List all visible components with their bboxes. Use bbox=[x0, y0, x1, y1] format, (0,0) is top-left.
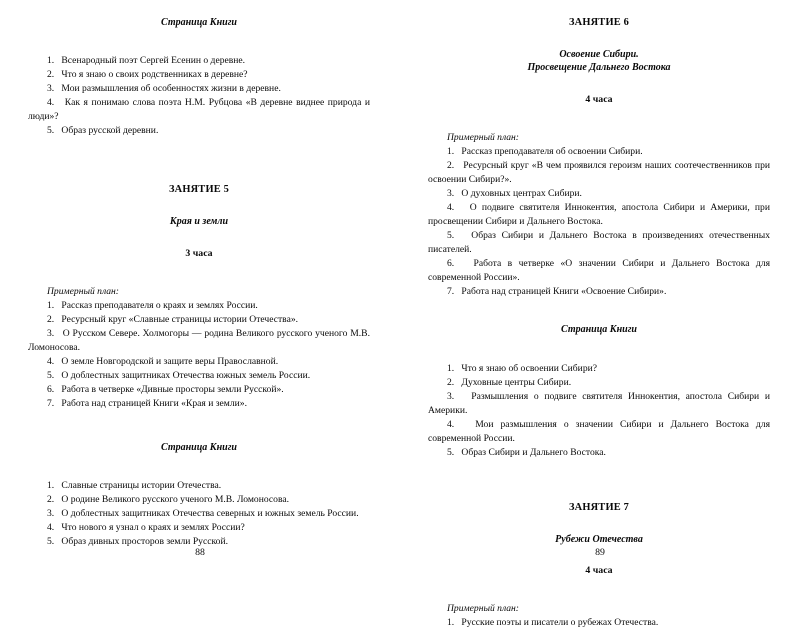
list-item-number: 7. bbox=[447, 286, 459, 298]
list-item-text: Образ русской деревни. bbox=[61, 125, 159, 137]
list-item-text: Работа в четверке «Дивные просторы земли Русской». bbox=[61, 384, 284, 396]
list-item-text: Образ Сибири и Дальнего Востока в произведениях отечественных писателей. bbox=[428, 230, 770, 256]
page-number-right: 89 bbox=[595, 547, 605, 558]
list-item-number: 4. bbox=[47, 97, 62, 109]
list-item-text: Работа над страницей Книги «Края и земли». bbox=[61, 398, 247, 410]
list-item-number: 5. bbox=[447, 446, 459, 458]
lesson-7-plan-list bbox=[428, 616, 770, 630]
list-item bbox=[28, 369, 370, 383]
list-item bbox=[28, 68, 370, 82]
spacer bbox=[428, 338, 770, 362]
list-item-number: 1. bbox=[47, 480, 59, 492]
list-item bbox=[28, 493, 370, 507]
page-right bbox=[400, 0, 800, 629]
spacer bbox=[428, 460, 770, 491]
lesson-topic-6-line-1: Освоение Сибири. bbox=[559, 49, 639, 61]
lesson-hours-6: 4 часа bbox=[585, 93, 613, 105]
list-item bbox=[28, 96, 370, 124]
list-item bbox=[428, 257, 770, 285]
list-item-number: 3. bbox=[447, 188, 459, 200]
page-left bbox=[0, 0, 400, 566]
list-item-number: 3. bbox=[447, 390, 466, 402]
list-item-text: Ресурсный круг «Славные страницы истории Отечества». bbox=[61, 313, 299, 325]
lesson-topic-5: Края и земли bbox=[169, 216, 229, 228]
list-item-text: Мои размышления об особенностях жизни в деревне. bbox=[61, 83, 281, 95]
list-item bbox=[428, 229, 770, 257]
list-item-text: Что я знаю об освоении Сибири? bbox=[461, 362, 598, 374]
list-item-number: 1. bbox=[447, 362, 459, 374]
list-item bbox=[28, 507, 370, 521]
list-item-text: Духовные центры Сибири. bbox=[461, 376, 572, 388]
spacer bbox=[428, 491, 770, 501]
list-item-text: Как я понимаю слова поэта Н.М. Рубцова «В деревне виднее природа и люди»? bbox=[28, 97, 370, 123]
list-item-text: Всенародный поэт Сергей Есенин о деревне. bbox=[61, 55, 246, 67]
list-item-text: Мои размышления о значении Сибири и Дальнего Востока для современной России. bbox=[428, 418, 770, 444]
spacer bbox=[28, 138, 370, 169]
list-item-text: Образ дивных просторов земли Русской. bbox=[61, 536, 228, 548]
list-item bbox=[28, 327, 370, 355]
list-item-number: 2. bbox=[447, 160, 461, 171]
list-item bbox=[28, 355, 370, 369]
list-item-number: 7. bbox=[47, 398, 59, 410]
lesson-5-plan-list bbox=[28, 299, 370, 411]
lesson-heading-7: ЗАНЯТИЕ 7 bbox=[568, 501, 630, 513]
list-item-number: 2. bbox=[47, 69, 59, 81]
list-item bbox=[428, 285, 770, 299]
list-item bbox=[428, 616, 770, 630]
lesson-6-plan-list bbox=[428, 145, 770, 300]
list-item-number: 4. bbox=[47, 356, 59, 368]
spacer bbox=[28, 411, 370, 435]
list-item-text: Размышления о подвиге святителя Иннокентия, апостола Сибири и Америки. bbox=[428, 390, 770, 416]
list-item-text: Образ Сибири и Дальнего Востока. bbox=[461, 446, 606, 458]
list-item-text: О земле Новгородской и защите веры Православной. bbox=[61, 356, 279, 368]
list-item-text: О доблестных защитниках Отечества южных земель России. bbox=[61, 370, 311, 382]
page-right-body bbox=[428, 16, 770, 630]
section-heading-book-page-2: Страница Книги bbox=[161, 442, 237, 454]
list-item bbox=[28, 479, 370, 493]
list-item-text: Работа в четверке «О значении Сибири и Дальнего Востока для современной России». bbox=[428, 258, 770, 284]
section-heading-book-page: Страница Книги bbox=[161, 17, 237, 28]
list-item-number: 5. bbox=[47, 536, 59, 548]
lesson-hours-5: 3 часа bbox=[185, 247, 213, 259]
list-item bbox=[428, 145, 770, 159]
list-item-number: 6. bbox=[47, 384, 59, 396]
list-item-number: 4. bbox=[47, 522, 59, 534]
list-item bbox=[28, 82, 370, 96]
plan-label-7: Примерный план: bbox=[447, 603, 520, 615]
list-item bbox=[28, 397, 370, 411]
plan-label-6: Примерный план: bbox=[447, 131, 520, 143]
spacer bbox=[428, 578, 770, 602]
list-item-number: 2. bbox=[447, 376, 459, 388]
list-item bbox=[428, 187, 770, 201]
list-item-number: 2. bbox=[47, 313, 59, 325]
list-item bbox=[28, 313, 370, 327]
list-item-number: 3. bbox=[47, 508, 59, 520]
list-item-number: 5. bbox=[447, 230, 466, 242]
list-item-text: О духовных центрах Сибири. bbox=[461, 188, 582, 200]
list-item-number: 5. bbox=[47, 370, 59, 382]
list-item-text: О подвиге святителя Иннокентия, апостола Сибири и Америки, при просвещении Сибири и Дальнего Востока. bbox=[428, 202, 770, 228]
list-item bbox=[428, 362, 770, 376]
spacer bbox=[28, 455, 370, 479]
list-item bbox=[428, 418, 770, 446]
section-heading-book-page: Страница Книги bbox=[561, 324, 637, 336]
list-item-text: Что я знаю о своих родственниках в деревне? bbox=[61, 69, 248, 81]
list-item-text: Ресурсный круг «В чем проявился героизм наших соотечественников при освоении Сибири?». bbox=[428, 160, 770, 186]
spacer bbox=[28, 30, 370, 54]
lesson-topic-7: Рубежи Отечества bbox=[555, 533, 643, 545]
spacer bbox=[28, 197, 370, 215]
list-item-number: 6. bbox=[447, 258, 468, 270]
list-item-text: Рассказ преподавателя о краях и землях России. bbox=[61, 299, 258, 311]
list-item bbox=[428, 446, 770, 460]
spacer bbox=[428, 107, 770, 131]
list-item bbox=[428, 390, 770, 418]
spacer bbox=[428, 75, 770, 93]
list-item bbox=[428, 376, 770, 390]
list-item-number: 4. bbox=[447, 418, 469, 430]
book-page-list bbox=[428, 362, 770, 460]
list-item-text: Рассказ преподавателя об освоении Сибири. bbox=[461, 145, 643, 157]
list-item bbox=[428, 159, 770, 187]
list-item-text: Работа над страницей Книги «Освоение Сибири». bbox=[461, 286, 667, 298]
list-item bbox=[28, 521, 370, 535]
list-item-number: 1. bbox=[447, 617, 459, 629]
lesson-heading-6: ЗАНЯТИЕ 6 bbox=[568, 17, 630, 28]
plan-label-5: Примерный план: bbox=[47, 285, 120, 297]
lesson-topic-6-line-2: Просвещение Дальнего Востока bbox=[527, 62, 671, 74]
list-item-text: Славные страницы истории Отечества. bbox=[61, 480, 222, 492]
spacer bbox=[28, 169, 370, 183]
spacer bbox=[428, 299, 770, 317]
spacer bbox=[28, 261, 370, 285]
page-left-body bbox=[28, 16, 370, 550]
list-item-number: 3. bbox=[47, 327, 60, 339]
list-item-number: 5. bbox=[47, 125, 59, 137]
list-item-text: О доблестных защитниках Отечества северных и южных земель России. bbox=[61, 508, 359, 520]
list-item-number: 1. bbox=[47, 55, 59, 67]
list-item-text: О родине Великого русского ученого М.В. Ломоносова. bbox=[61, 494, 290, 506]
page-number-left: 88 bbox=[195, 547, 205, 558]
list-item bbox=[28, 54, 370, 68]
spacer bbox=[428, 515, 770, 533]
spacer bbox=[28, 229, 370, 247]
list-item-number: 1. bbox=[447, 145, 459, 157]
book-page-list-2 bbox=[28, 479, 370, 549]
list-item bbox=[28, 383, 370, 397]
list-item-text: Что нового я узнал о краях и землях России? bbox=[61, 522, 245, 534]
list-item bbox=[28, 124, 370, 138]
list-item bbox=[28, 299, 370, 313]
list-item bbox=[428, 201, 770, 229]
book-page-list-1 bbox=[28, 54, 370, 138]
list-item-number: 3. bbox=[47, 83, 59, 95]
list-item-number: 4. bbox=[447, 202, 465, 214]
list-item-text: Русские поэты и писатели о рубежах Отечества. bbox=[461, 617, 659, 629]
lesson-heading-5: ЗАНЯТИЕ 5 bbox=[168, 184, 230, 196]
lesson-hours-7: 4 часа bbox=[585, 565, 613, 577]
list-item-number: 1. bbox=[47, 299, 59, 311]
list-item-text: О Русском Севере. Холмогоры — родина Великого русского ученого М.В. Ломоносова. bbox=[28, 327, 370, 354]
spacer bbox=[428, 30, 770, 48]
list-item-number: 2. bbox=[47, 494, 59, 506]
